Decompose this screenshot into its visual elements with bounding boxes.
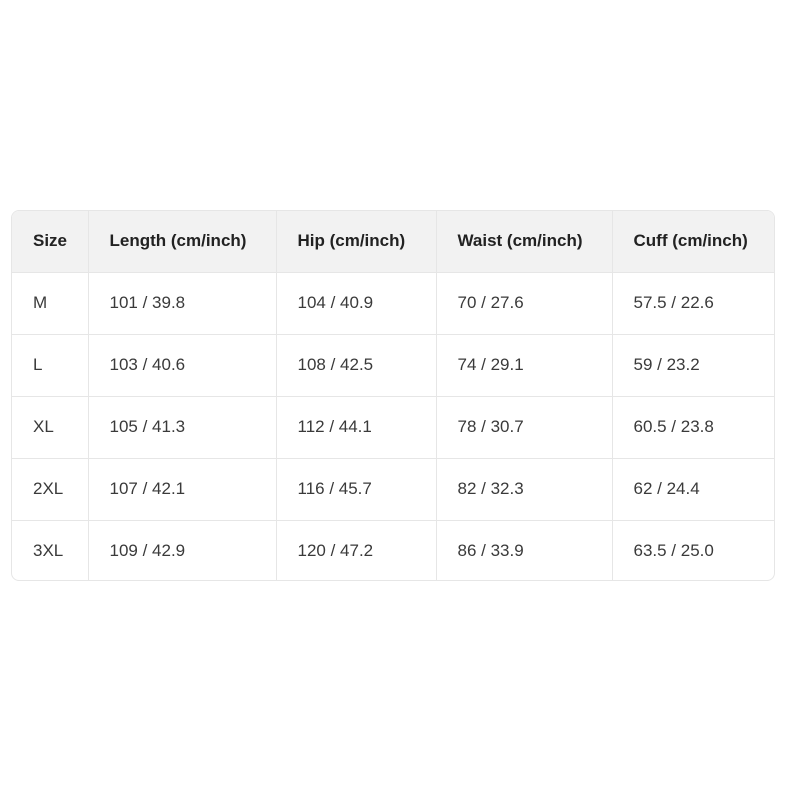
cell-cuff: 57.5 / 22.6	[612, 272, 774, 334]
cell-length: 107 / 42.1	[88, 458, 276, 520]
cell-length: 109 / 42.9	[88, 520, 276, 581]
header-waist: Waist (cm/inch)	[436, 211, 612, 272]
header-length: Length (cm/inch)	[88, 211, 276, 272]
cell-size: M	[33, 293, 48, 312]
cell-hip: 104 / 40.9	[276, 272, 436, 334]
cell-waist: 70 / 27.6	[436, 272, 612, 334]
table-body	[12, 272, 774, 581]
size-table	[12, 211, 774, 581]
cell-cuff: 63.5 / 25.0	[612, 520, 774, 581]
cell-hip: 112 / 44.1	[276, 396, 436, 458]
table-row	[12, 334, 774, 396]
table-row	[12, 520, 774, 581]
cell-length: 103 / 40.6	[88, 334, 276, 396]
cell-size: 3XL	[33, 541, 64, 561]
cell-cuff: 62 / 24.4	[612, 458, 774, 520]
cell-length: 101 / 39.8	[88, 272, 276, 334]
cell-size: L	[33, 355, 43, 374]
table-row	[12, 458, 774, 520]
table-row	[12, 396, 774, 458]
size-chart-table	[11, 210, 775, 581]
cell-hip: 120 / 47.2	[276, 520, 436, 581]
table-row	[12, 272, 774, 334]
cell-cuff: 59 / 23.2	[612, 334, 774, 396]
header-hip: Hip (cm/inch)	[276, 211, 436, 272]
cell-length: 105 / 41.3	[88, 396, 276, 458]
cell-waist: 86 / 33.9	[436, 520, 612, 581]
table-header	[12, 211, 774, 272]
header-size: Size	[33, 231, 68, 251]
cell-cuff: 60.5 / 23.8	[612, 396, 774, 458]
cell-hip: 116 / 45.7	[276, 458, 436, 520]
cell-size: XL	[33, 417, 54, 436]
cell-waist: 78 / 30.7	[436, 396, 612, 458]
cell-waist: 82 / 32.3	[436, 458, 612, 520]
header-row	[12, 211, 774, 272]
cell-hip: 108 / 42.5	[276, 334, 436, 396]
header-cuff: Cuff (cm/inch)	[612, 211, 774, 272]
cell-waist: 74 / 29.1	[436, 334, 612, 396]
cell-size: 2XL	[33, 479, 64, 498]
